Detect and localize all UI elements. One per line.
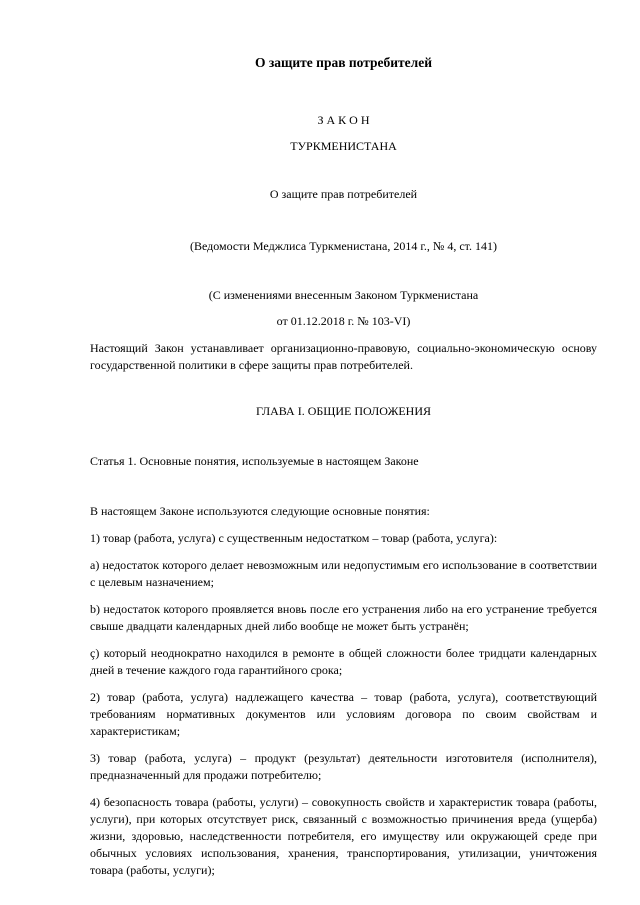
document-title: О защите прав потребителей xyxy=(254,55,433,70)
document-subtitle: О защите прав потребителей xyxy=(269,187,418,201)
body-paragraph: 2) товар (работа, услуга) надлежащего качества – товар (работа, услуга), соответствующий требованиям нормативных документов или условиям договора по своим свойствам и характеристикам; xyxy=(90,690,597,738)
chapter-heading: ГЛАВА I. ОБЩИЕ ПОЛОЖЕНИЯ xyxy=(255,404,432,418)
body-paragraph: 1) товар (работа, услуга) с существенным недостатком – товар (работа, услуга): xyxy=(90,531,498,545)
body-paragraph: 3) товар (работа, услуга) – продукт (результат) деятельности изготовителя (исполнителя), предназначенный для продажи потребителю; xyxy=(90,751,597,782)
country-name: ТУРКМЕНИСТАНА xyxy=(290,139,397,153)
law-label: З А К О Н xyxy=(317,113,370,127)
body-paragraph: В настоящем Законе используются следующие основные понятия: xyxy=(90,504,430,518)
body-paragraph: b) недостаток которого проявляется вновь после его устранения либо на его устранение требуется свыше двадцати календарных дней либо вообще не может быть устранён; xyxy=(90,602,597,633)
amendment-note-line2: от 01.12.2018 г. № 103-VI) xyxy=(276,314,411,328)
body-paragraph: ç) который неоднократно находился в ремонте в общей сложности более тридцати календарных дней в течение каждого года гарантийного срока; xyxy=(90,646,597,677)
body-paragraph: 4) безопасность товара (работы, услуги) – совокупность свойств и характеристик товара (работы, услуги), при которых отсутствует риск, связанный с возможностью причинения вреда (ущерба) жизни, здоровью, наследственности потребителя, его имуществу или окружающей среде при обычных условиях использования, хранения, транспортирования, утилизации, уничтожения товара (работы, услуги); xyxy=(90,795,597,877)
article-heading: Статья 1. Основные понятия, используемые в настоящем Законе xyxy=(90,454,419,468)
body-paragraph: а) недостаток которого делает невозможным или недопустимым его использование в соответствии с целевым назначением; xyxy=(90,558,597,589)
amendment-note-line1: (С изменениями внесенным Законом Туркменистана xyxy=(208,288,479,302)
intro-paragraph: Настоящий Закон устанавливает организационно-правовую, социально-экономическую основу государственной политики в сфере защиты прав потребителей. xyxy=(90,341,597,372)
source-reference: (Ведомости Меджлиса Туркменистана, 2014 г., № 4, ст. 141) xyxy=(189,239,497,253)
